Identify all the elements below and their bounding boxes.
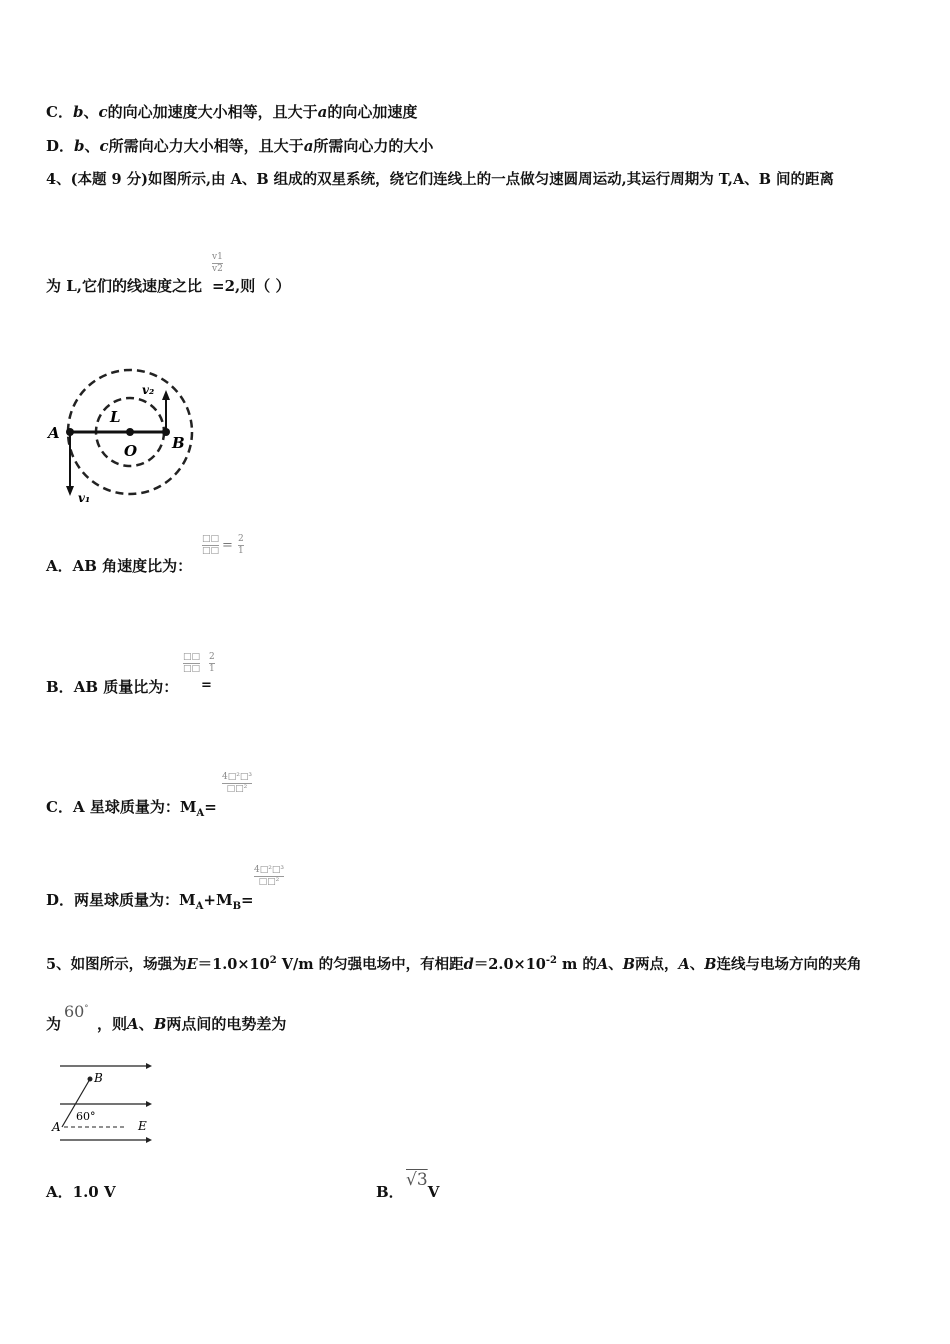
stem-text: 5、如图所示，场强为 — [46, 955, 187, 973]
q4-option-c — [46, 797, 217, 824]
q3-option-c — [46, 102, 417, 122]
frac-num: □□ — [202, 534, 220, 544]
q4-option-b-eq: = — [201, 678, 212, 693]
exponent: 2 — [269, 955, 277, 966]
equals: = — [204, 798, 217, 816]
q4-option-a-fraction — [202, 534, 219, 557]
option-text: 的向心加速度 — [327, 103, 418, 121]
option-text: 所需向心力大小相等，且大于 — [108, 137, 304, 155]
var-c: c — [98, 103, 108, 121]
label-a: A — [52, 1120, 61, 1134]
option-text: AB 角速度比为： — [72, 557, 193, 575]
var-a: a — [303, 137, 314, 155]
field-arrowhead — [146, 1137, 152, 1143]
label-v1: v₁ — [78, 491, 91, 505]
var-a: A — [127, 1015, 139, 1033]
value-den: 1 — [238, 546, 244, 556]
separator: 、 — [138, 1015, 154, 1033]
option-unit: V — [427, 1183, 440, 1201]
var-b: B — [622, 955, 635, 973]
equals: = — [241, 891, 254, 909]
separator: 、 — [84, 137, 100, 155]
option-text: 所需向心力的大小 — [313, 137, 434, 155]
option-text: A 星球质量为：M — [72, 798, 197, 816]
angle-value: 60 — [64, 1002, 85, 1021]
var-a: A — [678, 955, 690, 973]
velocity-ratio — [212, 252, 223, 275]
label-b: B — [172, 434, 185, 452]
var-b: B — [153, 1015, 167, 1033]
var-a: A — [596, 955, 609, 973]
subscript: A — [196, 808, 205, 819]
angle-label: 60° — [76, 1110, 96, 1123]
frac-den: □□ — [183, 664, 201, 674]
stem-text: ，则 — [97, 1015, 128, 1033]
q4-option-b-value — [209, 652, 215, 675]
value-num: 2 — [238, 534, 244, 544]
stem-text: 为 L,它们的线速度之比 — [46, 277, 202, 295]
stem-text: ＝2.0×10 — [473, 955, 546, 973]
label-o: O — [124, 442, 138, 460]
option-text: 的向心加速度大小相等，且大于 — [107, 103, 318, 121]
point-b — [88, 1077, 93, 1082]
option-label: C． — [46, 103, 73, 121]
stem-text: =2,则（ ） — [212, 277, 291, 295]
subscript: B — [232, 901, 242, 912]
value-num: 2 — [209, 652, 215, 662]
q4-option-b — [46, 677, 178, 697]
q5-option-a — [46, 1182, 116, 1202]
option-text: 两星球质量为：M — [74, 891, 196, 909]
stem-text: 两点， — [634, 955, 679, 973]
q4-option-b-fraction — [183, 652, 200, 675]
option-label: A． — [46, 557, 73, 575]
stem-text: ＝1.0×10 — [197, 955, 270, 973]
option-label: D． — [46, 137, 75, 155]
degree-mark: ° — [84, 1003, 89, 1013]
option-text: 1.0 V — [72, 1183, 116, 1201]
q4-option-a — [46, 556, 192, 576]
q4-option-d — [46, 890, 254, 917]
var-b: B — [704, 955, 717, 973]
option-label: B． — [46, 678, 74, 696]
exponent: -2 — [545, 955, 557, 966]
option-label: B． — [376, 1183, 404, 1201]
separator: 、 — [83, 103, 99, 121]
frac-den: □□ — [202, 546, 220, 556]
ratio-denominator: v2 — [212, 264, 223, 274]
q4-stem-line1: 4、(本题 9 分)如图所示,由 A、B 组成的双星系统，绕它们连线上的一点做匀速圆周运动,其运行周期为 T,A、B 间的距离 — [46, 171, 835, 188]
var-d: d — [463, 955, 474, 973]
stem-text: 连线与电场方向的夹角 — [716, 955, 862, 973]
option-label: A． — [46, 1183, 73, 1201]
v1-arrowhead — [66, 486, 74, 496]
q3-option-d — [46, 136, 433, 156]
var-b: b — [72, 103, 84, 121]
ratio-numerator: v1 — [212, 252, 223, 262]
plus-m: +M — [203, 891, 233, 909]
frac-den: □□² — [254, 876, 284, 888]
q5-stem-line1 — [46, 951, 862, 975]
electric-field-figure — [50, 1058, 160, 1148]
frac-num: □□ — [183, 652, 201, 662]
frac-num: 4□²□³ — [222, 772, 252, 782]
separator: 、 — [608, 955, 623, 973]
frac-num: 4□²□³ — [254, 865, 284, 875]
value-den: 1 — [209, 664, 215, 674]
var-c: c — [99, 137, 109, 155]
option-label: D． — [46, 891, 75, 909]
var-b: b — [74, 137, 85, 155]
var-a: a — [317, 103, 328, 121]
sqrt-three: √3 — [406, 1170, 428, 1190]
separator: 、 — [689, 955, 705, 973]
binary-star-figure — [44, 360, 204, 510]
field-arrowhead — [146, 1063, 152, 1069]
angle-60 — [64, 1002, 88, 1021]
v2-arrowhead — [162, 390, 170, 400]
label-b: B — [94, 1071, 103, 1085]
option-text: AB 质量比为： — [73, 678, 179, 696]
stem-text: 为 — [46, 1015, 62, 1033]
q4-option-a-eq: = — [222, 538, 233, 553]
stem-text: 两点间的电势差为 — [166, 1015, 287, 1033]
label-e: E — [138, 1119, 147, 1133]
var-e: E — [186, 955, 198, 973]
q4-option-c-fraction — [222, 772, 252, 795]
q4-stem-line2 — [46, 276, 290, 296]
subscript: A — [195, 901, 204, 912]
field-arrowhead — [146, 1101, 152, 1107]
frac-den: □□² — [222, 783, 252, 795]
option-label: C． — [46, 798, 73, 816]
q4-option-d-fraction — [254, 865, 284, 888]
center-o — [126, 428, 134, 436]
label-a: A — [48, 424, 60, 442]
label-v2: v₂ — [142, 383, 155, 397]
stem-text: m 的 — [556, 955, 597, 973]
stem-text: V/m 的匀强电场中，有相距 — [276, 955, 464, 973]
q4-option-a-value — [238, 534, 244, 557]
label-l: L — [110, 408, 121, 426]
